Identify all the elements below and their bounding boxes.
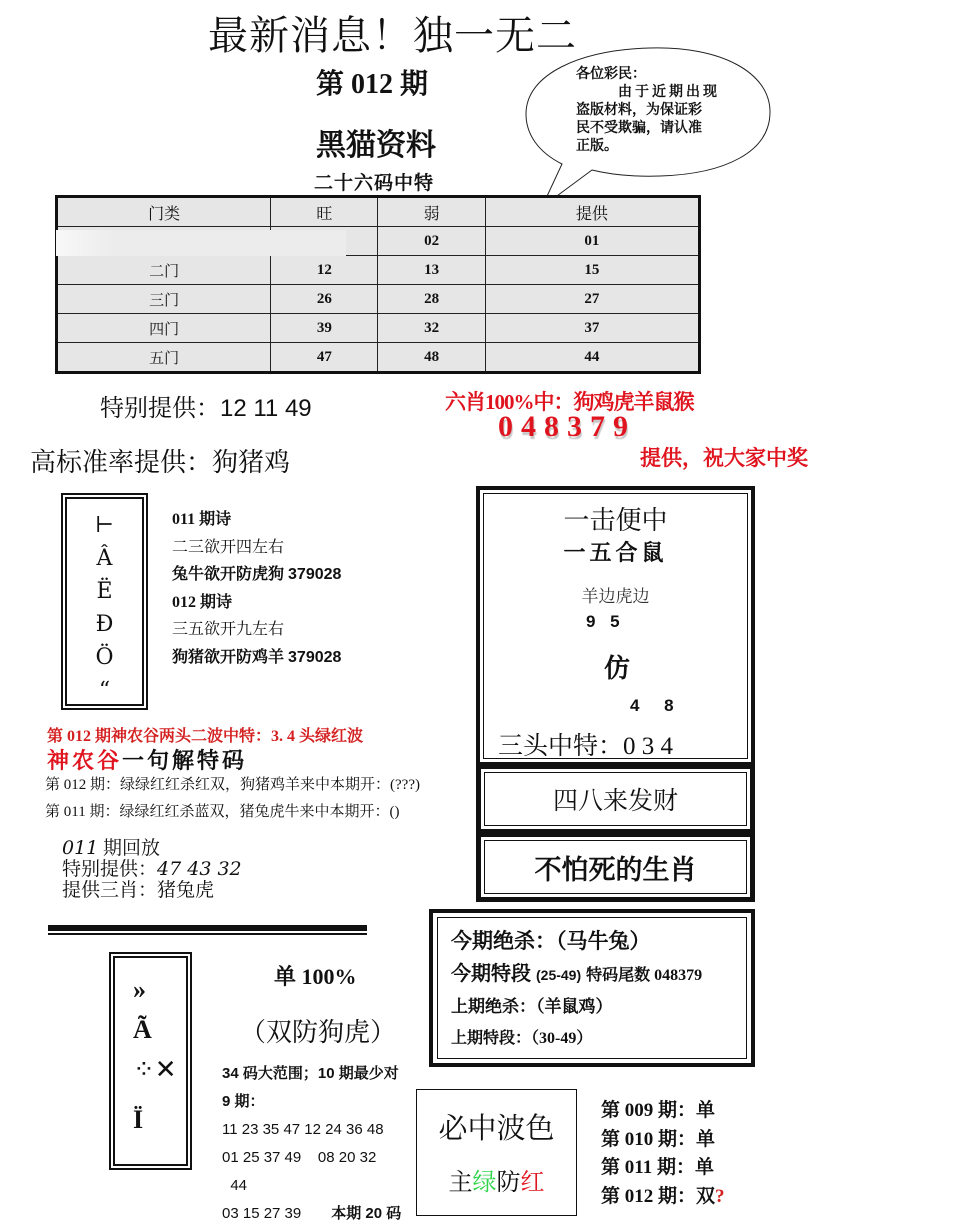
odd-even-value: 单 bbox=[696, 1100, 716, 1121]
odd-even-row bbox=[601, 1126, 725, 1155]
high-rate-provide bbox=[30, 442, 290, 479]
wave-subtitle bbox=[417, 1162, 576, 1197]
glyph-icon: Ï bbox=[133, 1105, 144, 1134]
range-row-numbers: 03 15 27 39 bbox=[222, 1205, 302, 1222]
odd-even-history bbox=[601, 1097, 725, 1211]
range-title-2: 9 期： bbox=[222, 1093, 265, 1110]
glyph-icon: » bbox=[133, 975, 146, 1004]
replay-three-label: 提供三肖： bbox=[62, 880, 158, 901]
last-kill: 上期绝杀：（羊鼠鸡） bbox=[451, 997, 613, 1016]
odd-even-row bbox=[601, 1154, 725, 1183]
glyph-column bbox=[67, 509, 142, 707]
six-zodiac-wish: 提供，祝大家中奖 bbox=[640, 446, 808, 470]
issue-number: 第 012 期 bbox=[316, 69, 429, 100]
poem-text: 狗猪欲开防鸡羊 bbox=[172, 648, 285, 666]
weak-cell: 02 bbox=[378, 227, 485, 256]
glyph-icon: Â bbox=[96, 546, 113, 571]
no-fear-text: 不怕死的生肖 bbox=[484, 840, 747, 894]
odd-even-label: 第 010 期： bbox=[601, 1128, 697, 1150]
glyph-icon: ⁘✕ bbox=[133, 1055, 177, 1084]
double-divider bbox=[48, 925, 367, 935]
odd-even-value: 单 bbox=[696, 1128, 716, 1150]
history-011: 第 011 期：绿绿红红杀蓝双，猪兔虎牛来中本期开：() bbox=[45, 804, 400, 820]
six-zodiac-line: 六肖100%中：狗鸡虎羊鼠猴 bbox=[445, 390, 694, 414]
replay-three-value: 猪兔虎 bbox=[157, 880, 215, 901]
poem-line bbox=[172, 644, 341, 672]
caption: 二十六码中特 bbox=[314, 173, 435, 194]
odd-even-row bbox=[601, 1097, 725, 1126]
special-label: 特别提供： bbox=[100, 394, 220, 422]
no-fear-box bbox=[476, 832, 755, 902]
poem-line bbox=[172, 561, 341, 589]
six-zodiac-numbers: 048379 bbox=[498, 410, 636, 443]
this-segment bbox=[451, 957, 702, 986]
table-row bbox=[57, 343, 700, 373]
glyph-icon: Ë bbox=[96, 579, 113, 604]
weak-cell: 32 bbox=[378, 314, 485, 343]
door-table bbox=[55, 195, 701, 374]
single-headline: 单 100% bbox=[274, 964, 357, 989]
subtitle: 黑猫资料 bbox=[316, 129, 436, 162]
range-block bbox=[222, 1060, 401, 1228]
bubble-line: 盗版材料，为保证彩 bbox=[576, 103, 702, 118]
provide-cell: 44 bbox=[485, 343, 699, 373]
glyph-column bbox=[133, 970, 177, 1140]
hit-numbers-1: 9 5 bbox=[586, 612, 620, 631]
special-provide bbox=[100, 388, 312, 423]
door-cell: 五门 bbox=[57, 343, 271, 373]
three-head: 三头中特：0 3 4 bbox=[498, 733, 674, 760]
provide-cell: 15 bbox=[485, 256, 699, 285]
shennong-title-red: 神农谷 bbox=[47, 748, 123, 773]
wave-red: 红 bbox=[520, 1169, 545, 1196]
shennong-red-line: 第 012 期神农谷两头二波中特：3. 4 头绿红波 bbox=[47, 728, 364, 745]
wave-guard: 防 bbox=[496, 1169, 521, 1196]
last-segment: 上期特段：（30-49） bbox=[451, 1030, 593, 1047]
hit-numbers-2: 4 8 bbox=[630, 696, 674, 715]
range-title: 34 码大范围；10 期最少对 bbox=[222, 1065, 399, 1082]
door-cell: 三门 bbox=[57, 285, 271, 314]
column-header: 提供 bbox=[485, 197, 699, 227]
poem-line: 二三欲开四左右 bbox=[172, 538, 285, 556]
four-eight-text: 四八来发财 bbox=[484, 772, 747, 826]
poem-line: 三五欲开九左右 bbox=[172, 621, 285, 638]
kill-lines bbox=[451, 925, 702, 1048]
bubble-greeting: 各位彩民： bbox=[576, 67, 646, 82]
range-row bbox=[222, 1200, 401, 1228]
door-cell: 四门 bbox=[57, 314, 271, 343]
table-row bbox=[57, 285, 700, 314]
this-segment-range: (25-49) bbox=[536, 967, 582, 983]
shennong-title bbox=[47, 744, 247, 775]
weak-cell: 48 bbox=[378, 343, 485, 373]
this-kill: 今期绝杀：（马牛兔） bbox=[451, 929, 651, 953]
range-row: 11 23 35 47 12 24 36 48 bbox=[222, 1121, 384, 1138]
poem-numbers: 379028 bbox=[288, 566, 342, 583]
notice-bubble bbox=[520, 42, 780, 212]
wave-color-box bbox=[416, 1089, 577, 1216]
double-guard: （双防狗虎） bbox=[240, 1018, 397, 1047]
poem-title-012: 012 期诗 bbox=[172, 593, 233, 611]
this-segment-tail: 特码尾数 048379 bbox=[586, 967, 703, 984]
odd-even-label: 第 009 期： bbox=[601, 1100, 697, 1121]
odd-even-value: 双 bbox=[696, 1185, 716, 1207]
replay-issue: 011 bbox=[62, 837, 99, 859]
replay-special-label: 特别提供： bbox=[62, 859, 158, 880]
strong-cell: 26 bbox=[271, 285, 378, 314]
replay-three bbox=[62, 880, 242, 901]
single-glyph-box bbox=[109, 952, 192, 1170]
replay-title-text: 期回放 bbox=[98, 838, 161, 859]
table-row bbox=[57, 314, 700, 343]
this-segment-label: 今期特段 bbox=[451, 963, 531, 985]
provide-cell: 37 bbox=[485, 314, 699, 343]
hit-fang: 仿 bbox=[604, 654, 631, 683]
page-title: 最新消息！独一无二 bbox=[208, 13, 577, 58]
poem-title-011: 011 期诗 bbox=[172, 511, 232, 528]
replay-block bbox=[62, 838, 242, 901]
column-header: 门类 bbox=[57, 197, 271, 227]
glyph-icon: Ã bbox=[133, 1015, 152, 1044]
strong-cell: 12 bbox=[271, 256, 378, 285]
odd-even-row bbox=[601, 1183, 725, 1212]
glyph-icon: Ð bbox=[95, 612, 114, 637]
high-rate-label: 高标准率提供： bbox=[30, 448, 213, 478]
one-hit-box bbox=[476, 486, 755, 766]
poem-text: 兔牛欲开防虎狗 bbox=[172, 566, 285, 583]
glyph-icon: “ bbox=[98, 678, 111, 703]
provide-cell: 01 bbox=[485, 227, 699, 256]
strong-cell: 39 bbox=[271, 314, 378, 343]
column-header: 弱 bbox=[378, 197, 485, 227]
range-count: 本期 20 码 bbox=[331, 1205, 402, 1222]
smudge-overlay bbox=[56, 230, 346, 256]
four-eight-box bbox=[476, 764, 755, 834]
weak-cell: 13 bbox=[378, 256, 485, 285]
hit-side: 羊边虎边 bbox=[581, 587, 650, 606]
history-012: 第 012 期：绿绿红红杀红双，狗猪鸡羊来中本期开：(???) bbox=[45, 777, 420, 793]
hit-subtitle: 一五合鼠 bbox=[563, 540, 668, 565]
poem-block bbox=[172, 506, 341, 671]
odd-even-label: 第 012 期： bbox=[601, 1185, 697, 1207]
replay-special-numbers: 47 43 32 bbox=[157, 858, 242, 880]
table-header-row bbox=[57, 197, 700, 227]
glyph-icon: Ö bbox=[95, 645, 114, 670]
special-numbers: 12 11 49 bbox=[220, 395, 312, 422]
range-row: 01 25 37 49 08 20 32 bbox=[222, 1149, 377, 1166]
bubble-text bbox=[576, 66, 726, 156]
odd-even-label: 第 011 期： bbox=[601, 1157, 695, 1178]
door-cell: 二门 bbox=[57, 256, 271, 285]
bubble-line: 正版。 bbox=[576, 139, 618, 154]
range-row: 44 bbox=[222, 1177, 248, 1194]
bubble-line: 民不受欺骗，请认准 bbox=[576, 121, 702, 136]
high-rate-value: 狗猪鸡 bbox=[212, 448, 291, 478]
glyph-icon: ⊢ bbox=[95, 513, 114, 538]
replay-title bbox=[62, 838, 242, 859]
odd-even-value: 单 bbox=[694, 1157, 714, 1178]
wave-main: 主 bbox=[448, 1169, 473, 1196]
shennong-title-black: 一句解特码 bbox=[122, 748, 248, 773]
strong-cell: 47 bbox=[271, 343, 378, 373]
poem-numbers: 379028 bbox=[288, 648, 342, 666]
provide-cell: 27 bbox=[485, 285, 699, 314]
kill-box bbox=[429, 909, 755, 1067]
bubble-line: 由于近期出现 bbox=[618, 85, 720, 100]
wave-green: 绿 bbox=[472, 1169, 497, 1196]
wave-title: 必中波色 bbox=[438, 1113, 555, 1145]
table-row bbox=[57, 256, 700, 285]
question-mark-icon: ? bbox=[715, 1185, 725, 1207]
column-header: 旺 bbox=[271, 197, 378, 227]
replay-special bbox=[62, 859, 242, 880]
weak-cell: 28 bbox=[378, 285, 485, 314]
poem-glyph-box bbox=[61, 493, 148, 710]
hit-title: 一击便中 bbox=[563, 506, 668, 535]
